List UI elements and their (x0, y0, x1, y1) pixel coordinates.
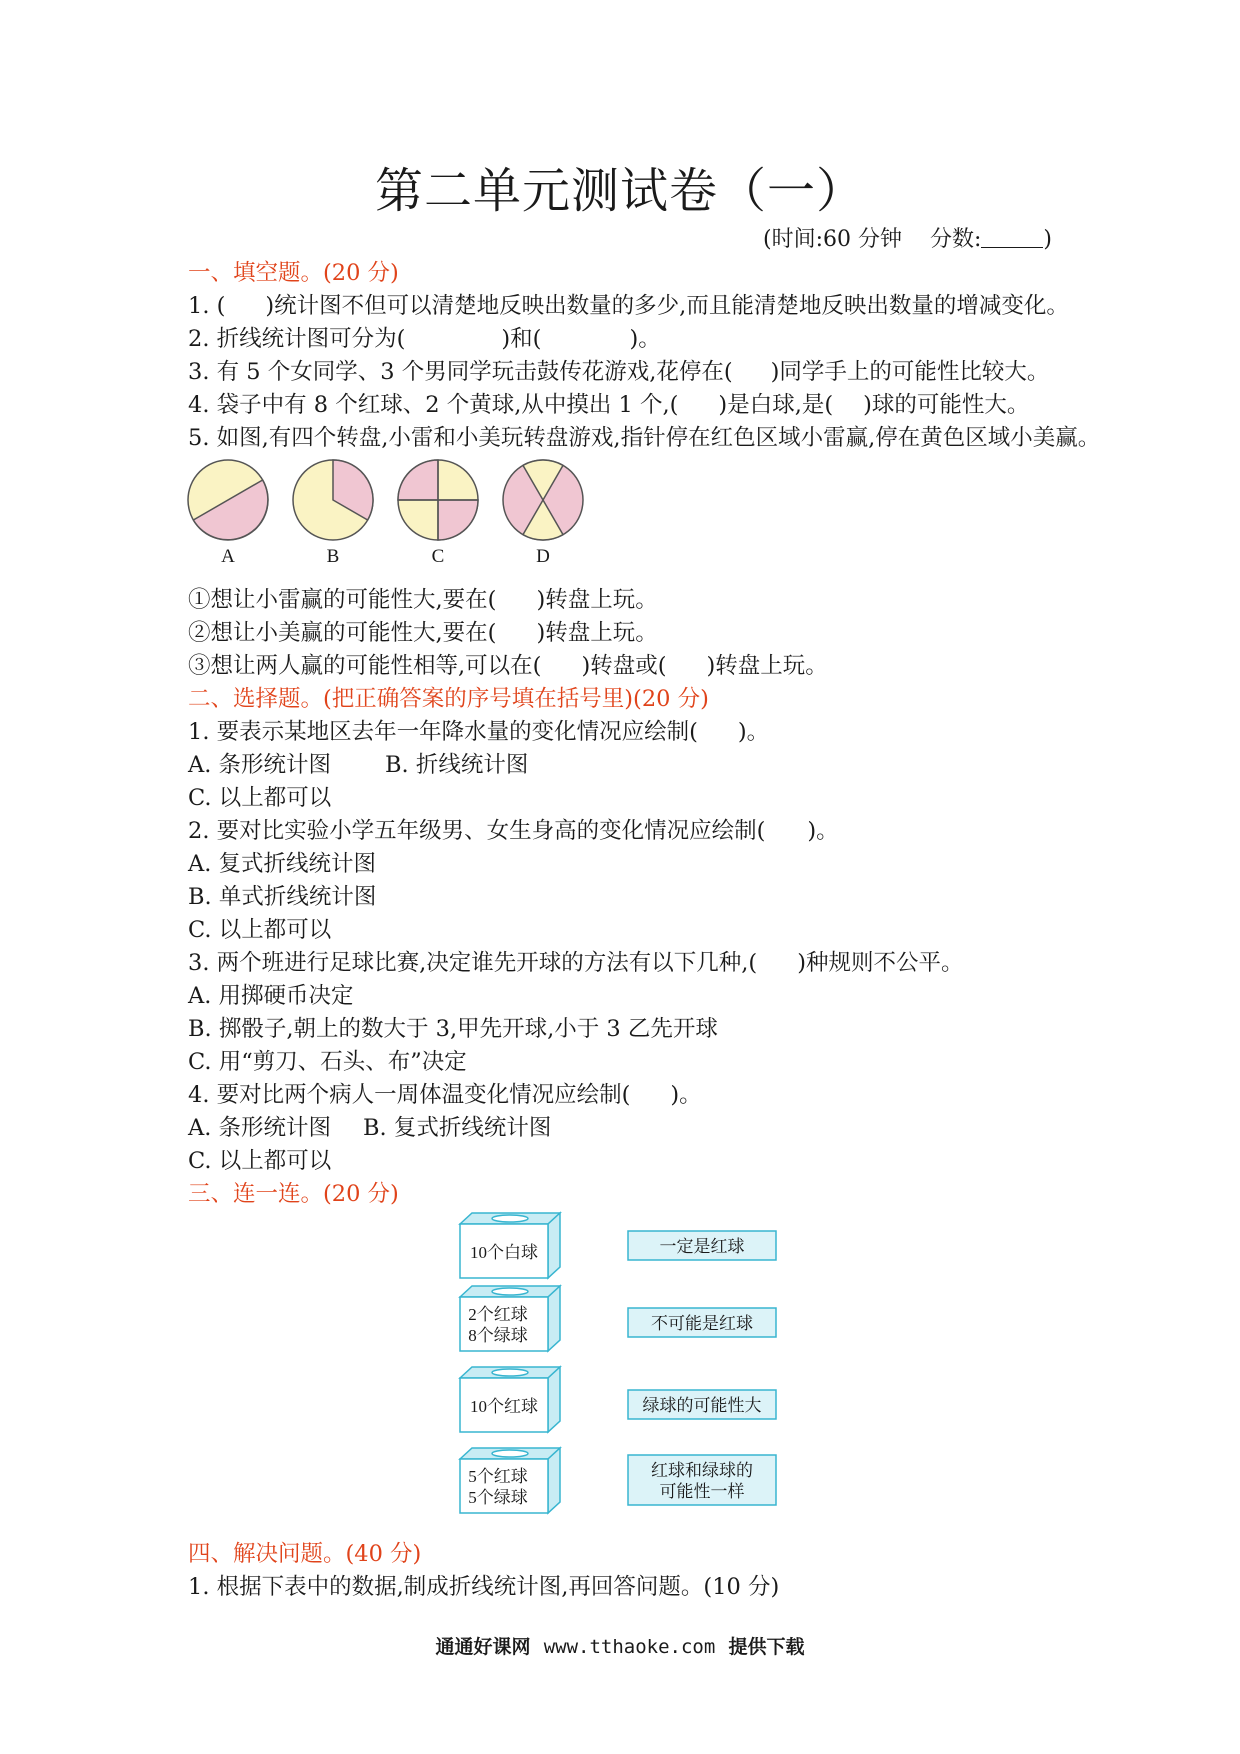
outcome-label-3-text: 绿球的可能性大 (642, 1396, 762, 1415)
score-blank (981, 227, 1043, 248)
s2-q4-option-a: A. 条形统计图 (188, 1115, 332, 1141)
spinner-b (293, 460, 373, 567)
matching-figure (450, 1210, 810, 1530)
spinner-label-d: D (536, 546, 550, 567)
q-text: )转盘上玩。 (536, 587, 658, 613)
q-text: )。 (737, 719, 770, 745)
outcome-label-1-text: 一定是红球 (659, 1237, 745, 1256)
outcome-label-1 (628, 1231, 776, 1260)
s2-q2-option-c: C. 以上都可以 (188, 917, 332, 943)
ball-box-2-text-1: 2个红球 (468, 1305, 528, 1324)
section-4-heading: 四、解决问题。(40 分) (188, 1541, 422, 1567)
q-text: 4. 要对比两个病人一周体温变化情况应绘制( (188, 1082, 631, 1108)
footer-suffix: 提供下载 (728, 1636, 805, 1658)
q-text: )转盘上玩。 (536, 620, 658, 646)
q-text: )转盘上玩。 (706, 653, 828, 679)
s1-question-2 (188, 321, 661, 353)
q-text: )是白球,是( (718, 392, 834, 418)
score-label: 分数: (929, 227, 982, 252)
ball-box-4 (460, 1448, 560, 1513)
time-score-line (763, 222, 1052, 253)
s2-question-1 (188, 714, 769, 746)
outcome-label-3 (628, 1390, 776, 1419)
ball-box-1 (460, 1213, 560, 1278)
ball-box-1-text: 10个白球 (470, 1243, 538, 1262)
ball-box-4-text-2: 5个绿球 (468, 1488, 528, 1507)
outcome-label-4-text-1: 红球和绿球的 (651, 1461, 753, 1480)
s2-q4-option-c: C. 以上都可以 (188, 1148, 332, 1174)
q-text: )统计图不但可以清楚地反映出数量的多少,而且能清楚地反映出数量的增减变化。 (265, 293, 1069, 319)
s2-question-3 (188, 945, 963, 977)
s2-q1-option-c: C. 以上都可以 (188, 785, 332, 811)
q-text: ①想让小雷赢的可能性大,要在( (188, 587, 497, 613)
footer-url: www.tthaoke.com (543, 1636, 716, 1658)
q-text: ③想让两人赢的可能性相等,可以在( (188, 653, 542, 679)
q-text: ②想让小美赢的可能性大,要在( (188, 620, 497, 646)
section-1-heading: 一、填空题。(20 分) (188, 260, 399, 286)
s2-q1-option-b: B. 折线统计图 (385, 752, 529, 778)
s1-question-5: 5. 如图,有四个转盘,小雷和小美玩转盘游戏,指针停在红色区域小雷赢,停在黄色区域小美赢。 (188, 425, 1101, 451)
section-2-heading: 二、选择题。(把正确答案的序号填在括号里)(20 分) (188, 686, 709, 712)
ball-box-3-text: 10个红球 (470, 1397, 538, 1416)
spinner-a (188, 460, 268, 567)
footer-site: 通通好课网 (435, 1636, 531, 1658)
spinner-d (503, 460, 583, 567)
s2-q2-option-b: B. 单式折线统计图 (188, 884, 377, 910)
q-text: )转盘或( (581, 653, 667, 679)
meta-close: ) (1043, 227, 1052, 252)
s2-q1-option-a: A. 条形统计图 (188, 752, 332, 778)
footer (0, 1632, 1240, 1659)
s1-question-4 (188, 387, 1029, 419)
q-text: 3. 两个班进行足球比赛,决定谁先开球的方法有以下几种,( (188, 950, 758, 976)
s1-sub-2 (188, 615, 658, 647)
s2-question-2 (188, 813, 839, 845)
s2-q3-option-a: A. 用掷硬币决定 (188, 983, 354, 1009)
q-text: )。 (670, 1082, 702, 1108)
spinner-c (398, 460, 478, 567)
s1-question-3 (188, 354, 1049, 386)
s4-question-1: 1. 根据下表中的数据,制成折线统计图,再回答问题。(10 分) (188, 1574, 780, 1600)
s1-sub-1 (188, 582, 658, 614)
section-3-heading: 三、连一连。(20 分) (188, 1181, 399, 1207)
q-text: )和( (501, 326, 542, 352)
s2-q3-option-b: B. 掷骰子,朝上的数大于 3,甲先开球,小于 3 乙先开球 (188, 1016, 718, 1042)
s2-q2-option-a: A. 复式折线统计图 (188, 851, 377, 877)
s1-question-1 (188, 288, 1069, 320)
ball-box-3 (460, 1367, 560, 1432)
s2-q3-option-c: C. 用“剪刀、石头、布”决定 (188, 1049, 467, 1075)
q-text: 2. 折线统计图可分为( (188, 326, 406, 352)
q-text: )球的可能性大。 (863, 392, 1030, 418)
outcome-label-2 (628, 1308, 776, 1337)
outcome-label-4-text-2: 可能性一样 (659, 1482, 745, 1501)
s2-q4-option-b: B. 复式折线统计图 (363, 1115, 552, 1141)
q-text: 4. 袋子中有 8 个红球、2 个黄球,从中摸出 1 个,( (188, 392, 679, 418)
spinner-figure (184, 458, 604, 570)
spinner-label-b: B (326, 546, 340, 567)
q-text: )。 (629, 326, 661, 352)
q-text: 3. 有 5 个女同学、3 个男同学玩击鼓传花游戏,花停在( (188, 359, 733, 385)
q-text: 1. 要表示某地区去年一年降水量的变化情况应绘制( (188, 719, 698, 745)
q-text: )种规则不公平。 (797, 950, 964, 976)
spinner-label-c: C (431, 546, 445, 567)
spinner-label-a: A (221, 546, 235, 567)
time-label: (时间:60 分钟 (763, 227, 902, 252)
page-title: 第二单元测试卷（一） (374, 163, 865, 219)
ball-box-4-text-1: 5个红球 (468, 1467, 528, 1486)
ball-box-2-text-2: 8个绿球 (468, 1326, 528, 1345)
ball-box-2 (460, 1286, 560, 1351)
q-text: 1. ( (188, 293, 226, 319)
outcome-label-4 (628, 1455, 776, 1505)
s1-sub-3 (188, 648, 828, 680)
outcome-label-2-text: 不可能是红球 (651, 1314, 753, 1333)
s2-question-4 (188, 1077, 702, 1109)
q-text: )同学手上的可能性比较大。 (770, 359, 1050, 385)
q-text: 2. 要对比实验小学五年级男、女生身高的变化情况应绘制( (188, 818, 766, 844)
q-text: )。 (807, 818, 839, 844)
